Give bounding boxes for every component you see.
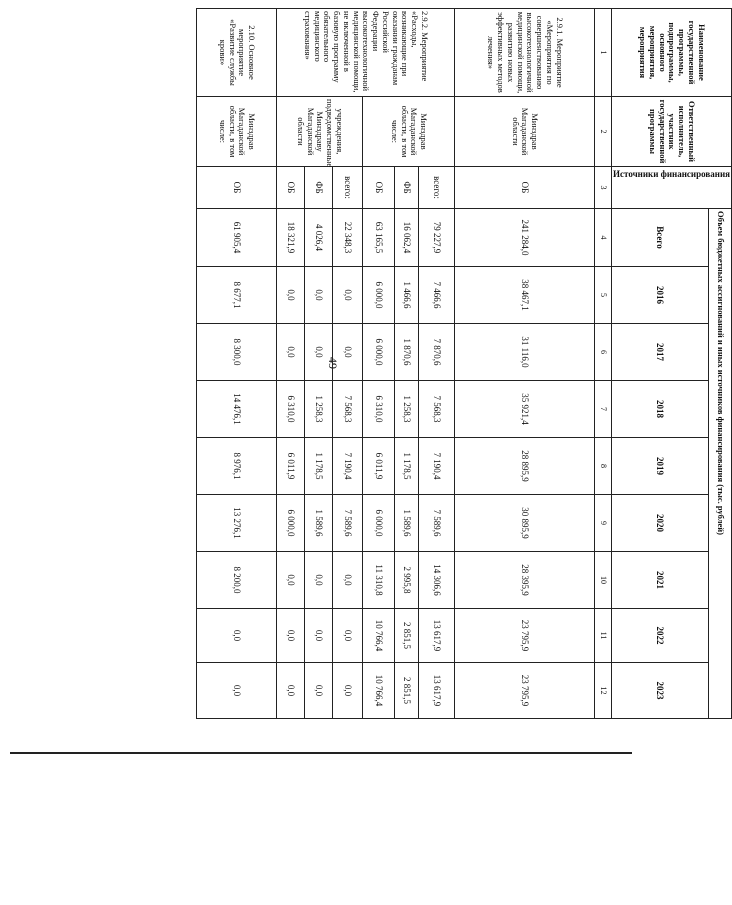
cell-2023: 2 851,5 xyxy=(395,663,419,719)
cell-2022: 0,0 xyxy=(197,609,277,663)
row-responsible: Минздрав Магаданской области, в том числе: xyxy=(197,97,277,167)
column-number: 3 xyxy=(595,167,612,209)
cell-2018: 7 568,3 xyxy=(419,381,455,438)
cell-2018: 1 258,3 xyxy=(395,381,419,438)
row-source: ФБ xyxy=(305,167,333,209)
header-volume-group: Объем бюджетных ассигнований и иных источников финансирования (тыс. рублей) xyxy=(709,209,732,719)
financing-table-rotated xyxy=(200,8,732,718)
cell-2016: 38 467,1 xyxy=(455,267,595,324)
row-responsible: Минздрав Магаданской области, в том числе: xyxy=(363,97,455,167)
cell-2016: 0,0 xyxy=(277,267,305,324)
cell-2020: 1 589,6 xyxy=(395,495,419,552)
cell-2023: 13 617,9 xyxy=(419,663,455,719)
column-number: 11 xyxy=(595,609,612,663)
cell-2020: 7 589,6 xyxy=(419,495,455,552)
cell-2020: 30 895,9 xyxy=(455,495,595,552)
header-year-2016: 2016 xyxy=(612,267,709,324)
cell-2018: 35 921,4 xyxy=(455,381,595,438)
header-year-2021: 2021 xyxy=(612,552,709,609)
financing-table xyxy=(196,8,732,719)
header-year-2020: 2020 xyxy=(612,495,709,552)
cell-2021: 28 395,9 xyxy=(455,552,595,609)
column-number: 1 xyxy=(595,9,612,97)
cell-2021: 0,0 xyxy=(277,552,305,609)
row-responsible: Минздрав Магаданской области xyxy=(455,97,595,167)
cell-total: 61 905,4 xyxy=(197,209,277,267)
table-row xyxy=(455,9,595,719)
row-responsible: учреждения, подведомственные Минздраву Магаданской области xyxy=(277,97,363,167)
cell-2017: 8 300,0 xyxy=(197,324,277,381)
cell-total: 241 284,0 xyxy=(455,209,595,267)
header-responsible: Ответственный исполнитель, участник государственной программы xyxy=(612,97,732,167)
cell-2021: 0,0 xyxy=(305,552,333,609)
cell-2018: 6 310,0 xyxy=(363,381,395,438)
row-name: 2.9.1. Мероприятие «Мероприятия по совершенствованию высокотехнологичной медицинской помощи, развитию новых эффективных методов лечения» xyxy=(455,9,595,97)
cell-total: 4 026,4 xyxy=(305,209,333,267)
column-number-row xyxy=(595,9,612,719)
column-number: 10 xyxy=(595,552,612,609)
row-name: 2.10. Основное мероприятие «Развитие службы крови» xyxy=(197,9,277,97)
cell-2017: 7 870,6 xyxy=(419,324,455,381)
cell-2021: 14 306,6 xyxy=(419,552,455,609)
header-year-2017: 2017 xyxy=(612,324,709,381)
cell-2019: 7 190,4 xyxy=(333,438,363,495)
header-year-2018: 2018 xyxy=(612,381,709,438)
row-source: ОБ xyxy=(363,167,395,209)
cell-2021: 8 200,0 xyxy=(197,552,277,609)
cell-2018: 7 568,3 xyxy=(333,381,363,438)
row-source: всего: xyxy=(419,167,455,209)
cell-2020: 7 589,6 xyxy=(333,495,363,552)
cell-2018: 14 476,1 xyxy=(197,381,277,438)
row-source: ОБ xyxy=(197,167,277,209)
cell-2016: 0,0 xyxy=(333,267,363,324)
cell-2016: 8 677,1 xyxy=(197,267,277,324)
cell-2019: 7 190,4 xyxy=(419,438,455,495)
cell-2017: 6 000,0 xyxy=(363,324,395,381)
header-sources: Источники финансирования xyxy=(612,167,732,209)
page-number: 49 xyxy=(326,357,340,369)
cell-2023: 23 795,9 xyxy=(455,663,595,719)
cell-2022: 0,0 xyxy=(277,609,305,663)
cell-2021: 0,0 xyxy=(333,552,363,609)
cell-total: 18 321,9 xyxy=(277,209,305,267)
cell-2018: 1 258,3 xyxy=(305,381,333,438)
cell-2019: 6 011,9 xyxy=(363,438,395,495)
column-number: 4 xyxy=(595,209,612,267)
header-total: Всего xyxy=(612,209,709,267)
cell-2021: 11 310,8 xyxy=(363,552,395,609)
cell-2017: 0,0 xyxy=(277,324,305,381)
header-name: Наименование государственной программы, подпрограммы, основного мероприятия, мероприятия xyxy=(612,9,732,97)
cell-total: 63 165,5 xyxy=(363,209,395,267)
cell-total: 22 348,3 xyxy=(333,209,363,267)
column-number: 2 xyxy=(595,97,612,167)
cell-2020: 13 276,1 xyxy=(197,495,277,552)
cell-2020: 6 000,0 xyxy=(277,495,305,552)
cell-2022: 13 617,9 xyxy=(419,609,455,663)
column-number: 9 xyxy=(595,495,612,552)
cell-2019: 28 895,9 xyxy=(455,438,595,495)
table-row xyxy=(419,9,455,719)
cell-2020: 1 589,6 xyxy=(305,495,333,552)
cell-2017: 0,0 xyxy=(305,324,333,381)
cell-2016: 0,0 xyxy=(305,267,333,324)
cell-2019: 1 178,5 xyxy=(395,438,419,495)
cell-2016: 7 466,6 xyxy=(419,267,455,324)
row-source: ФБ xyxy=(395,167,419,209)
header-year-2023: 2023 xyxy=(612,663,709,719)
cell-total: 16 062,4 xyxy=(395,209,419,267)
cell-2020: 6 000,0 xyxy=(363,495,395,552)
cell-2017: 0,0 xyxy=(333,324,363,381)
cell-2022: 0,0 xyxy=(333,609,363,663)
cell-2016: 6 000,0 xyxy=(363,267,395,324)
cell-2023: 10 766,4 xyxy=(363,663,395,719)
cell-2019: 1 178,5 xyxy=(305,438,333,495)
cell-2022: 2 851,5 xyxy=(395,609,419,663)
cell-total: 79 227,9 xyxy=(419,209,455,267)
cell-2022: 23 795,9 xyxy=(455,609,595,663)
column-number: 7 xyxy=(595,381,612,438)
cell-2019: 8 976,1 xyxy=(197,438,277,495)
row-source: ОБ xyxy=(277,167,305,209)
cell-2016: 1 466,6 xyxy=(395,267,419,324)
header-year-2019: 2019 xyxy=(612,438,709,495)
row-name: 2.9.2. Мероприятие «Расходы, возникающие при оказании гражданам Российской Федерации высокотехнологичной медицинской помощи, не включенной в базовую программу обязательного медицинского страхования» xyxy=(277,9,455,97)
cell-2023: 0,0 xyxy=(197,663,277,719)
cell-2022: 0,0 xyxy=(305,609,333,663)
cell-2021: 2 995,8 xyxy=(395,552,419,609)
cell-2017: 1 870,6 xyxy=(395,324,419,381)
row-source: ОБ xyxy=(455,167,595,209)
cell-2019: 6 011,9 xyxy=(277,438,305,495)
cell-2023: 0,0 xyxy=(305,663,333,719)
row-source: всего: xyxy=(333,167,363,209)
cell-2022: 10 766,4 xyxy=(363,609,395,663)
column-number: 5 xyxy=(595,267,612,324)
cell-2023: 0,0 xyxy=(277,663,305,719)
column-number: 12 xyxy=(595,663,612,719)
table-row xyxy=(197,9,277,719)
cell-2017: 31 116,0 xyxy=(455,324,595,381)
header-year-2022: 2022 xyxy=(612,609,709,663)
column-number: 6 xyxy=(595,324,612,381)
table-row xyxy=(333,9,363,719)
cell-2018: 6 310,0 xyxy=(277,381,305,438)
cell-2023: 0,0 xyxy=(333,663,363,719)
column-number: 8 xyxy=(595,438,612,495)
bottom-divider xyxy=(10,752,632,754)
